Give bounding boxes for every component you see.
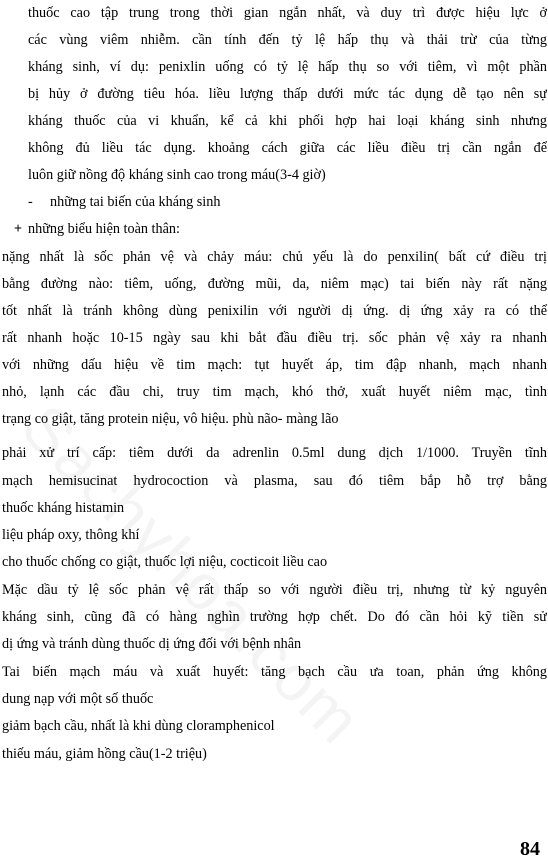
paragraph-2-line: rất nhanh hoặc 10-15 ngày sau khi bắt đầu điều trị. sốc phản vệ xảy ra nhanh xyxy=(2,330,547,346)
paragraph-5-line: Tai biến mạch máu và xuất huyết: tăng bạch cầu ưa toan, phản ứng không xyxy=(2,664,547,680)
leukopenia-line: giảm bạch cầu, nhất là khi dùng cloramphenicol xyxy=(2,718,275,734)
paragraph-1-line: luôn giữ nồng độ kháng sinh cao trong máu(3-4 giờ) xyxy=(28,167,326,183)
oxygen-therapy-line: liệu pháp oxy, thông khí xyxy=(2,527,140,543)
paragraph-4-line: Mặc dầu tỷ lệ sốc phản vệ rất thấp so với người điều trị, nhưng từ kỷ nguyên xyxy=(2,582,547,598)
paragraph-1-line: các vùng viêm nhiễm. cần tính đến tỷ lệ hấp thụ và thải trừ của từng xyxy=(28,32,547,48)
paragraph-1-line: không đủ liều tác dụng. khoảng cách giữa các liều điều trị cần ngắn để xyxy=(28,140,547,156)
paragraph-1-line: thuốc cao tập trung trong thời gian ngắn nhất, và duy trì được hiệu lực ở xyxy=(28,5,547,21)
paragraph-2-line: nhỏ, lạnh các đầu chi, truy tim mạch, khó thở, xuất huyết niêm mạc, tình xyxy=(2,384,547,400)
paragraph-3-line: thuốc kháng histamin xyxy=(2,500,125,516)
paragraph-3-line: phải xử trí cấp: tiêm dưới da adrenlin 0.5ml dung dịch 1/1000. Truyền tĩnh xyxy=(2,445,547,461)
bullet-plus-text: những biểu hiện toàn thân: xyxy=(28,221,180,237)
paragraph-2-line: trạng co giật, tăng protein niệu, vô hiệu. phù não- màng lão xyxy=(2,411,339,427)
paragraph-1-line: kháng thuốc của vi khuẩn, kể cả khi phối hợp hai loại kháng sinh nhưng xyxy=(28,113,547,129)
paragraph-3-line: mạch hemisucinat hydrocoction và plasma, sau đó tiêm bắp hỗ trợ bằng xyxy=(2,473,547,489)
paragraph-2-line: tốt nhất là tránh không dùng penixilin với người dị ứng. dị ứng xảy ra có thể xyxy=(2,303,547,319)
anticonvulsant-line: cho thuốc chống co giật, thuốc lợi niệu, cocticoit liều cao xyxy=(2,554,328,570)
page-number: 84 xyxy=(520,838,540,860)
paragraph-5-line: dung nạp với một số thuốc xyxy=(2,691,154,707)
paragraph-2-line: với những dấu hiệu về tim mạch: tụt huyết áp, tim đập nhanh, mạch nhanh xyxy=(2,357,547,373)
bullet-plus-marker: + xyxy=(14,221,23,237)
paragraph-4-line: kháng sinh, cũng đã có hàng nghìn trường hợp chết. Do đó cần hỏi kỹ tiền sử xyxy=(2,609,547,625)
paragraph-2-line: nặng nhất là sốc phản vệ và chảy máu: chủ yếu là do penxilin( bất cứ điều trị xyxy=(2,249,547,265)
paragraph-1-line: kháng sinh, ví dụ: penixlin uống có tỷ lệ hấp thụ so với tiêm, vì một phần xyxy=(28,59,547,75)
paragraph-1-line: bị hủy ở đường tiêu hóa. liều lượng thấp dưới mức tác dụng dễ tạo nên sự xyxy=(28,86,547,102)
anemia-line: thiếu máu, giảm hồng cầu(1-2 triệu) xyxy=(2,746,207,762)
paragraph-2-line: bằng đường nào: tiêm, uống, đường mũi, da, niêm mạc) tai biến này rất nặng xyxy=(2,276,547,292)
bullet-dash-text: những tai biến của kháng sinh xyxy=(50,194,221,210)
paragraph-4-line: dị ứng và tránh dùng thuốc dị ứng đối với bệnh nhân xyxy=(2,636,302,652)
bullet-dash-marker: - xyxy=(28,194,33,210)
